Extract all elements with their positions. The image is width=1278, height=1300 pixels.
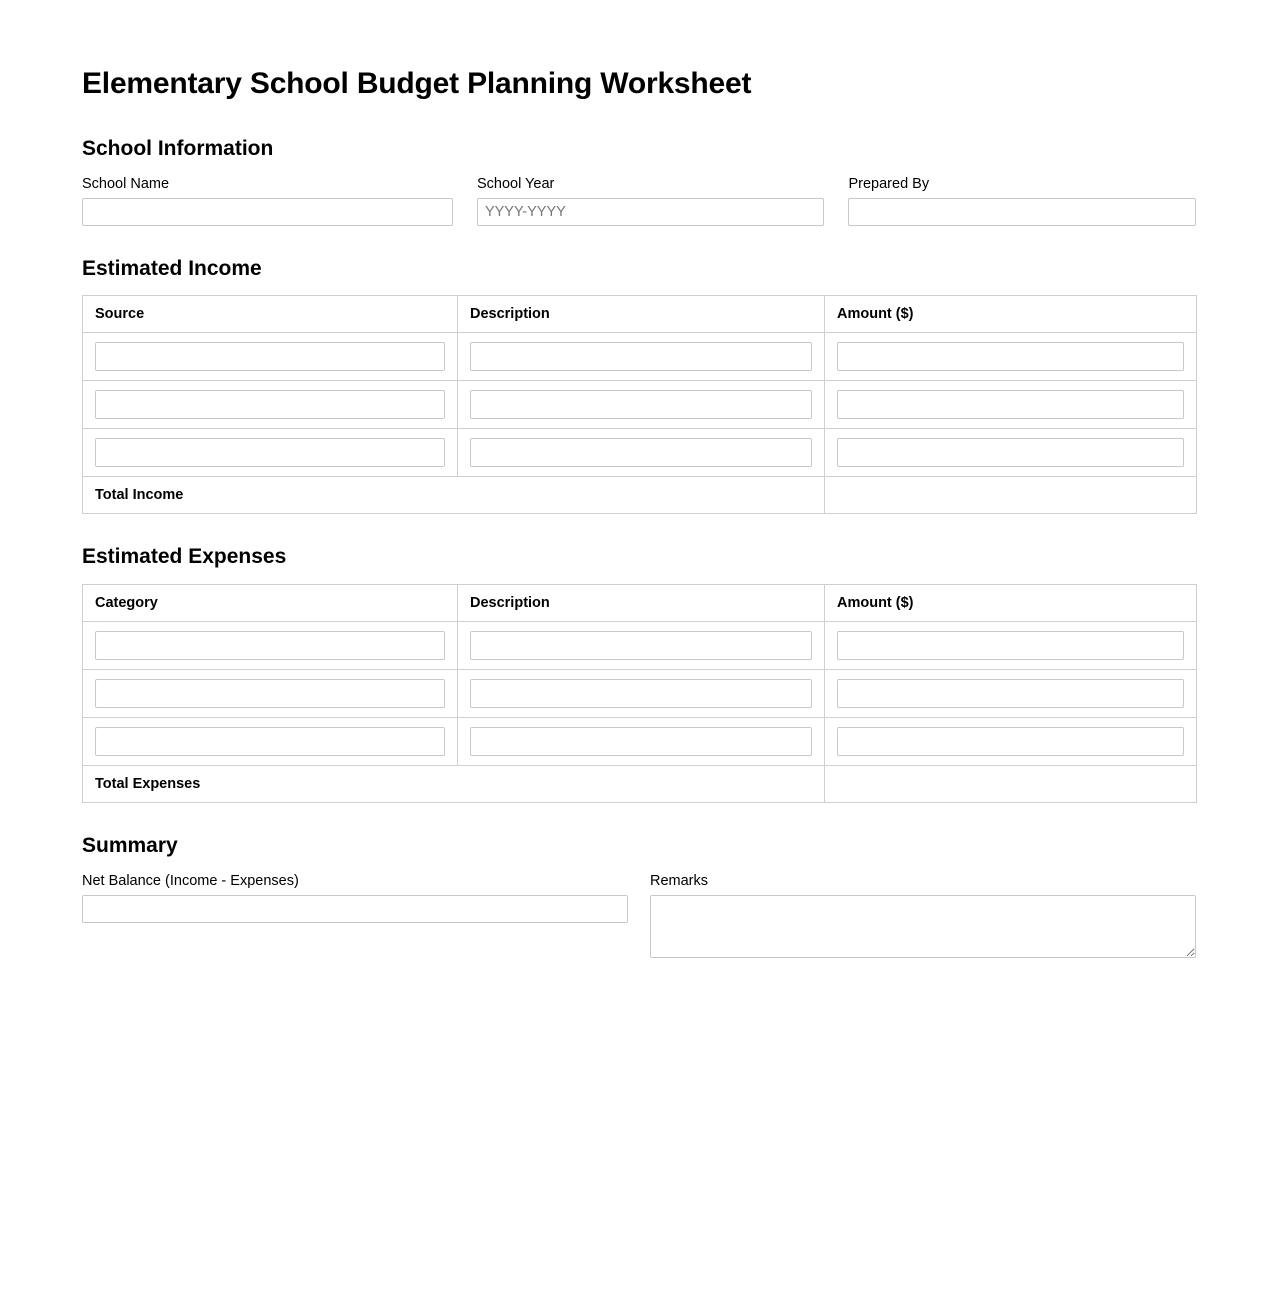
expenses-category-cell-2 [83,669,458,717]
income-description-input-1[interactable] [470,342,812,371]
income-source-cell-2 [83,381,458,429]
income-source-input-2[interactable] [95,390,445,419]
table-row [83,717,1197,765]
expenses-header-row [83,584,1197,621]
income-col-source: Source [83,296,458,333]
prepared-by-field-group [848,175,1196,226]
school-name-label: School Name [82,176,170,193]
expenses-category-cell-3 [83,717,458,765]
remarks-label: Remarks [650,872,709,889]
income-source-input-3[interactable] [95,438,445,467]
school-name-input[interactable] [82,198,453,226]
income-table-body [83,333,1197,514]
expenses-table-body [83,621,1197,802]
net-balance-label: Net Balance (Income - Expenses) [82,872,299,889]
expenses-category-input-3[interactable] [95,727,445,756]
table-row [83,621,1197,669]
summary-fields [82,872,1196,958]
income-source-cell-3 [83,429,458,477]
total-income-value [825,477,1197,514]
income-description-cell-2 [458,381,825,429]
school-information-section [82,136,1196,226]
total-income-label: Total Income [83,477,825,514]
expenses-col-category: Category [83,584,458,621]
table-row [83,381,1197,429]
total-expenses-label: Total Expenses [83,765,825,802]
income-amount-input-2[interactable] [837,390,1184,419]
total-expenses-value [825,765,1197,802]
expenses-amount-input-1[interactable] [837,631,1184,660]
remarks-field-group [650,872,1196,958]
income-total-row [83,477,1197,514]
estimated-income-table [82,295,1197,514]
school-name-field-group [82,175,453,226]
expenses-amount-cell-1 [825,621,1197,669]
expenses-category-input-1[interactable] [95,631,445,660]
expenses-amount-input-3[interactable] [837,727,1184,756]
school-year-input[interactable] [477,198,825,226]
expenses-amount-cell-3 [825,717,1197,765]
income-amount-cell-1 [825,333,1197,381]
estimated-income-section [82,256,1196,514]
expenses-description-cell-2 [458,669,825,717]
prepared-by-label: Prepared By [848,176,930,193]
expenses-category-input-2[interactable] [95,679,445,708]
expenses-amount-input-2[interactable] [837,679,1184,708]
remarks-textarea[interactable] [650,895,1196,958]
page-title: Elementary School Budget Planning Worksheet [82,67,752,100]
income-description-input-2[interactable] [470,390,812,419]
school-year-label: School Year [476,176,555,193]
table-row [83,429,1197,477]
estimated-income-heading: Estimated Income [82,257,262,281]
expenses-description-input-2[interactable] [470,679,812,708]
expenses-description-cell-1 [458,621,825,669]
income-header-row [83,296,1197,333]
income-description-cell-3 [458,429,825,477]
income-description-input-3[interactable] [470,438,812,467]
estimated-expenses-section [82,544,1196,802]
income-amount-input-1[interactable] [837,342,1184,371]
expenses-col-description: Description [458,584,825,621]
expenses-description-cell-3 [458,717,825,765]
expenses-total-row [83,765,1197,802]
income-amount-cell-3 [825,429,1197,477]
net-balance-field-group [82,872,628,923]
income-amount-input-3[interactable] [837,438,1184,467]
summary-section [82,833,1196,958]
expenses-category-cell-1 [83,621,458,669]
expenses-description-input-1[interactable] [470,631,812,660]
prepared-by-input[interactable] [848,198,1196,226]
income-amount-cell-2 [825,381,1197,429]
school-year-field-group [477,175,825,226]
income-source-input-1[interactable] [95,342,445,371]
income-source-cell-1 [83,333,458,381]
expenses-amount-cell-2 [825,669,1197,717]
table-row [83,669,1197,717]
school-information-fields [82,175,1196,226]
income-col-amount: Amount ($) [825,296,1197,333]
table-row [83,333,1197,381]
expenses-table-head [83,584,1197,621]
expenses-col-amount: Amount ($) [825,584,1197,621]
estimated-expenses-table [82,584,1197,803]
income-table-head [83,296,1197,333]
summary-heading: Summary [82,833,178,857]
estimated-expenses-heading: Estimated Expenses [82,545,287,569]
expenses-description-input-3[interactable] [470,727,812,756]
income-col-description: Description [458,296,825,333]
school-information-heading: School Information [82,137,274,160]
income-description-cell-1 [458,333,825,381]
net-balance-input[interactable] [82,895,628,923]
